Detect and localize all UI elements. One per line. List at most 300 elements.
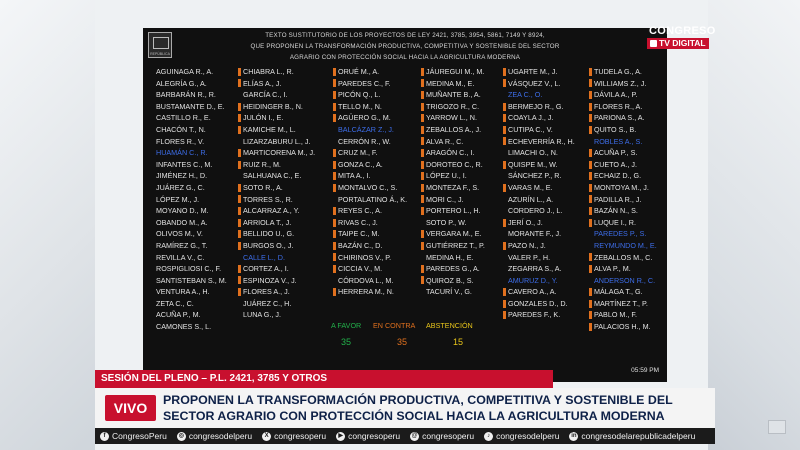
member-name: LIMACHI O., N.: [508, 148, 558, 158]
vote-marker-icon: [238, 253, 241, 261]
member-name: LUNA G., J.: [243, 310, 281, 320]
vote-marker-icon: [333, 114, 336, 122]
vote-marker-icon: [589, 265, 592, 273]
vote-row: [333, 228, 419, 240]
member-name: ANDERSON R., C.: [594, 275, 656, 285]
vote-row: [503, 263, 589, 275]
vote-row: [421, 101, 507, 113]
voting-board: [143, 28, 667, 382]
vote-row: [238, 309, 324, 321]
social-item[interactable]: [410, 431, 474, 441]
tv-square-icon: [650, 40, 657, 47]
vote-marker-icon: [238, 265, 241, 273]
vote-marker-icon: [238, 149, 241, 157]
logo-bottom-text: TV DIGITAL: [659, 38, 706, 48]
member-name: BUSTAMANTE D., E.: [156, 101, 225, 111]
member-name: ZEA C., O.: [508, 90, 543, 100]
member-name: ZETA C., C.: [156, 298, 194, 308]
vote-marker-icon: [421, 265, 424, 273]
member-name: PORTERO L., H.: [426, 206, 481, 216]
vote-marker-icon: [503, 149, 506, 157]
member-name: LÓPEZ U., I.: [426, 171, 467, 181]
vote-marker-icon: [238, 126, 241, 134]
member-name: MEDINA H., E.: [426, 252, 474, 262]
vote-row: [333, 89, 419, 101]
vote-row: [238, 194, 324, 206]
member-name: CRUZ M., F.: [338, 148, 378, 158]
member-name: GUTIÉRREZ T., P.: [426, 240, 485, 250]
vote-marker-icon: [421, 114, 424, 122]
member-name: MORANTE F., J.: [508, 229, 562, 239]
vote-marker-icon: [589, 230, 592, 238]
vote-row: [238, 170, 324, 182]
vote-row: [421, 252, 507, 264]
vote-marker-icon: [151, 195, 154, 203]
vote-row: [421, 217, 507, 229]
vote-row: [333, 78, 419, 90]
vote-row: [503, 217, 589, 229]
vote-row: [589, 147, 675, 159]
social-handle: congresodelarepublicadelperu: [581, 431, 696, 441]
vote-marker-icon: [503, 91, 506, 99]
vote-row: [238, 78, 324, 90]
youtube-icon: ▶: [336, 432, 345, 441]
member-name: TELLO M., N.: [338, 101, 382, 111]
vote-row: [333, 159, 419, 171]
vote-marker-icon: [503, 288, 506, 296]
vote-marker-icon: [421, 184, 424, 192]
member-name: VENTURA A., H.: [156, 287, 210, 297]
vote-row: [421, 286, 507, 298]
member-name: GARCÍA C., I.: [243, 90, 288, 100]
vote-row: [589, 112, 675, 124]
vote-marker-icon: [333, 126, 336, 134]
member-name: ROSPIGLIOSI C., F.: [156, 264, 222, 274]
member-name: SOTO P., W.: [426, 217, 467, 227]
vote-row: [503, 170, 589, 182]
vote-marker-icon: [589, 207, 592, 215]
vote-marker-icon: [503, 300, 506, 308]
vote-row: [238, 112, 324, 124]
channel-logo: [641, 22, 725, 52]
member-name: ZEGARRA S., A.: [508, 264, 562, 274]
vote-marker-icon: [333, 149, 336, 157]
vote-row: [151, 228, 237, 240]
member-name: INFANTES C., M.: [156, 159, 213, 169]
member-name: MONTALVO C., S.: [338, 182, 398, 192]
social-item[interactable]: [100, 431, 167, 441]
vote-marker-icon: [503, 184, 506, 192]
member-name: FLORES R., A.: [594, 101, 643, 111]
member-name: SALHUANA C., E.: [243, 171, 302, 181]
member-name: TORRES S., R.: [243, 194, 293, 204]
vote-marker-icon: [238, 68, 241, 76]
vote-row: [421, 136, 507, 148]
member-name: JIMÉNEZ H., D.: [156, 171, 208, 181]
vote-marker-icon: [238, 137, 241, 145]
board-header-line: QUE PROPONEN LA TRANSFORMACIÓN PRODUCTIVA, COMPETITIVA Y SOSTENIBLE DEL SECTOR: [250, 43, 560, 50]
member-name: MONTEZA F., S.: [426, 182, 480, 192]
member-name: CHACÓN T., N.: [156, 124, 206, 134]
member-name: ESPINOZA V., J.: [243, 275, 297, 285]
vote-row: [589, 89, 675, 101]
member-name: MARTICORENA M., J.: [243, 148, 316, 158]
vote-marker-icon: [503, 253, 506, 261]
vote-marker-icon: [238, 207, 241, 215]
vote-marker-icon: [503, 230, 506, 238]
member-name: CUETO A., J.: [594, 159, 638, 169]
vote-row: [151, 217, 237, 229]
vote-marker-icon: [421, 230, 424, 238]
vote-row: [503, 78, 589, 90]
member-name: TUDELA G., A.: [594, 67, 642, 76]
vote-row: [503, 309, 589, 321]
member-name: CAVERO A., A.: [508, 287, 557, 297]
vote-row: [503, 194, 589, 206]
vote-row: [589, 124, 675, 136]
vote-marker-icon: [151, 161, 154, 169]
social-bar: [95, 428, 715, 444]
social-handle: CongresoPeru: [112, 431, 167, 441]
vote-marker-icon: [589, 219, 592, 227]
vote-row: [589, 240, 675, 252]
member-name: ZEBALLOS A., J.: [426, 124, 482, 134]
member-name: JULÓN I., E.: [243, 113, 284, 123]
vote-row: [151, 263, 237, 275]
vote-marker-icon: [503, 219, 506, 227]
vote-marker-icon: [589, 253, 592, 261]
vote-marker-icon: [151, 103, 154, 111]
member-name: CUTIPA C., V.: [508, 124, 553, 134]
vote-row: [503, 275, 589, 287]
vote-marker-icon: [333, 172, 336, 180]
member-name: AGÜERO G., M.: [338, 113, 391, 123]
vote-marker-icon: [151, 300, 154, 308]
vote-row: [589, 182, 675, 194]
vote-row: [333, 240, 419, 252]
vote-column: [503, 66, 589, 321]
vote-marker-icon: [589, 311, 592, 319]
vote-marker-icon: [503, 172, 506, 180]
member-name: QUISPE M., W.: [508, 159, 558, 169]
vote-marker-icon: [421, 149, 424, 157]
vote-marker-icon: [421, 137, 424, 145]
vote-row: [503, 159, 589, 171]
vote-row: [151, 124, 237, 136]
vote-row: [333, 275, 419, 287]
vote-marker-icon: [421, 207, 424, 215]
watermark-icon: [768, 420, 786, 434]
member-name: JUÁREZ C., H.: [243, 298, 292, 308]
vote-row: [151, 147, 237, 159]
social-item[interactable]: [177, 431, 252, 441]
vote-marker-icon: [151, 126, 154, 134]
vote-marker-icon: [238, 114, 241, 122]
vote-marker-icon: [503, 161, 506, 169]
member-name: QUITO S., B.: [594, 124, 637, 134]
vote-column: [421, 66, 507, 298]
vote-marker-icon: [503, 79, 506, 87]
vote-marker-icon: [421, 253, 424, 261]
social-item[interactable]: [336, 431, 400, 441]
member-name: BARBARÁN R., R.: [156, 90, 216, 100]
member-name: BELLIDO U., G.: [243, 229, 295, 239]
vote-marker-icon: [421, 242, 424, 250]
social-handle: congresoperu: [348, 431, 401, 441]
vote-column: [151, 66, 237, 333]
vote-marker-icon: [151, 114, 154, 122]
member-name: PAREDES C., F.: [338, 78, 391, 88]
vote-marker-icon: [151, 137, 154, 145]
member-name: KAMICHE M., L.: [243, 124, 296, 134]
vote-row: [151, 78, 237, 90]
member-name: JERÍ O., J.: [508, 217, 543, 227]
vote-marker-icon: [589, 242, 592, 250]
vote-row: [151, 275, 237, 287]
member-name: PABLO M., F.: [594, 310, 637, 320]
vote-row: [589, 252, 675, 264]
vote-row: [333, 205, 419, 217]
vote-row: [238, 263, 324, 275]
vote-marker-icon: [421, 161, 424, 169]
vote-row: [333, 182, 419, 194]
member-name: TAIPE C., M.: [338, 229, 380, 239]
vote-row: [238, 89, 324, 101]
social-item[interactable]: [484, 431, 559, 441]
vote-marker-icon: [151, 265, 154, 273]
vote-marker-icon: [238, 79, 241, 87]
vote-row: [589, 159, 675, 171]
vote-row: [333, 263, 419, 275]
vote-marker-icon: [333, 242, 336, 250]
favor-count: 35: [341, 337, 352, 347]
vote-row: [151, 66, 237, 78]
vote-row: [503, 89, 589, 101]
member-name: LIZARZABURU L., J.: [243, 136, 311, 146]
member-name: ECHEVERRÍA R., H.: [508, 136, 575, 146]
vote-row: [238, 159, 324, 171]
member-name: HUAMÁN C., R.: [156, 148, 208, 158]
vote-row: [421, 170, 507, 182]
vote-marker-icon: [333, 184, 336, 192]
vote-row: [333, 147, 419, 159]
member-name: MOYANO D., M.: [156, 206, 209, 216]
vote-marker-icon: [333, 288, 336, 296]
member-name: QUIROZ B., S.: [426, 275, 474, 285]
vote-row: [421, 263, 507, 275]
member-name: MUÑANTE B., A.: [426, 90, 481, 100]
member-name: GONZALES D., D.: [508, 298, 568, 308]
vote-row: [421, 124, 507, 136]
vote-row: [503, 298, 589, 310]
vote-row: [238, 101, 324, 113]
vote-row: [589, 78, 675, 90]
vote-marker-icon: [238, 219, 241, 227]
member-name: CASTILLO R., E.: [156, 113, 211, 123]
member-name: ARRIOLA T., J.: [243, 217, 292, 227]
vote-marker-icon: [238, 311, 241, 319]
vote-marker-icon: [151, 219, 154, 227]
vote-row: [589, 286, 675, 298]
vote-marker-icon: [589, 149, 592, 157]
member-name: ECHAIZ D., G.: [594, 171, 642, 181]
vote-marker-icon: [151, 149, 154, 157]
member-name: VALER P., H.: [508, 252, 551, 262]
vote-marker-icon: [333, 265, 336, 273]
vote-marker-icon: [238, 91, 241, 99]
vote-row: [503, 66, 589, 78]
vote-marker-icon: [333, 253, 336, 261]
member-name: CORDERO J., L.: [508, 206, 563, 216]
vote-marker-icon: [589, 91, 592, 99]
vote-marker-icon: [238, 300, 241, 308]
member-name: PAREDES G., A.: [426, 264, 480, 274]
social-item[interactable]: [262, 431, 326, 441]
member-name: CHIRINOS V., P.: [338, 252, 392, 262]
vote-marker-icon: [589, 68, 592, 76]
member-name: MITA A., I.: [338, 171, 371, 181]
vote-row: [421, 66, 507, 78]
vote-row: [333, 217, 419, 229]
vote-row: [151, 89, 237, 101]
member-name: RAMÍREZ G., T.: [156, 240, 208, 250]
threads-icon: @: [411, 432, 418, 439]
vote-row: [589, 217, 675, 229]
vote-row: [589, 170, 675, 182]
vote-marker-icon: [589, 79, 592, 87]
member-name: ARAGÓN C., I.: [426, 148, 475, 158]
vote-row: [333, 124, 419, 136]
member-name: HERRERA M., N.: [338, 287, 394, 297]
vote-row: [421, 182, 507, 194]
vote-marker-icon: [333, 230, 336, 238]
vote-totals: [331, 321, 491, 351]
member-name: CORTEZ A., I.: [243, 264, 289, 274]
vote-marker-icon: [421, 219, 424, 227]
vote-marker-icon: [421, 91, 424, 99]
member-name: GONZA C., A.: [338, 159, 383, 169]
favor-label: A FAVOR: [331, 321, 362, 330]
member-name: JÁUREGUI M., M.: [426, 67, 485, 76]
member-name: RUIZ R., M.: [243, 159, 281, 169]
vote-marker-icon: [151, 242, 154, 250]
member-name: UGARTE M., J.: [508, 67, 558, 76]
vote-marker-icon: [333, 91, 336, 99]
member-name: TACURÍ V., G.: [426, 287, 472, 297]
linkedin-icon: in: [571, 432, 577, 439]
session-bar: SESIÓN DEL PLENO – P.L. 2421, 3785 Y OTROS: [95, 370, 553, 388]
vote-row: [238, 286, 324, 298]
vote-marker-icon: [421, 79, 424, 87]
board-header-line: TEXTO SUSTITUTORIO DE LOS PROYECTOS DE LEY 2421, 3785, 3954, 5861, 7149 Y 8924,: [265, 32, 545, 39]
vote-marker-icon: [333, 195, 336, 203]
vote-row: [151, 286, 237, 298]
vote-marker-icon: [151, 91, 154, 99]
vote-marker-icon: [503, 114, 506, 122]
vote-marker-icon: [151, 207, 154, 215]
vote-marker-icon: [589, 276, 592, 284]
social-handle: congresodelperu: [188, 431, 253, 441]
vote-marker-icon: [503, 207, 506, 215]
vote-marker-icon: [151, 68, 154, 76]
member-name: ACUÑA P., S.: [594, 148, 638, 158]
member-name: TRIGOZO R., C.: [426, 101, 480, 111]
vote-row: [333, 101, 419, 113]
member-name: PICÓN Q., L.: [338, 90, 381, 100]
member-name: FLORES R., V.: [156, 136, 205, 146]
vote-marker-icon: [238, 103, 241, 111]
member-name: AMURUZ D., Y.: [508, 275, 558, 285]
member-name: BAZÁN N., S.: [594, 206, 638, 216]
vote-row: [333, 136, 419, 148]
vote-row: [238, 147, 324, 159]
vote-marker-icon: [503, 242, 506, 250]
member-name: MÁLAGA T., G.: [594, 287, 643, 297]
vote-row: [151, 252, 237, 264]
vote-marker-icon: [503, 195, 506, 203]
vote-row: [238, 182, 324, 194]
vote-marker-icon: [421, 68, 424, 76]
vote-row: [238, 298, 324, 310]
social-handle: congresoperu: [274, 431, 327, 441]
member-name: SÁNCHEZ P., R.: [508, 171, 562, 181]
member-name: ALEGRÍA G., A.: [156, 78, 207, 88]
member-name: PAZO N., J.: [508, 240, 546, 250]
vote-row: [589, 66, 675, 78]
vote-marker-icon: [589, 103, 592, 111]
vote-row: [589, 275, 675, 287]
member-name: REYMUNDO M., E.: [594, 240, 657, 250]
vote-row: [589, 136, 675, 148]
vote-marker-icon: [589, 126, 592, 134]
vote-row: [421, 159, 507, 171]
member-name: ZEBALLOS M., C.: [594, 252, 653, 262]
crest-label: REPÚBLICA: [150, 52, 170, 56]
vote-row: [421, 194, 507, 206]
vote-row: [238, 228, 324, 240]
member-name: HEIDINGER B., N.: [243, 101, 303, 111]
vote-marker-icon: [151, 79, 154, 87]
vote-row: [589, 194, 675, 206]
member-name: VARAS M., E.: [508, 182, 553, 192]
vote-marker-icon: [333, 137, 336, 145]
vote-row: [421, 89, 507, 101]
member-name: ELÍAS A., J.: [243, 78, 282, 88]
member-name: OBANDO M., A.: [156, 217, 208, 227]
board-header-line: AGRARIO CON PROTECCIÓN SOCIAL HACIA LA AGRICULTURA MODERNA: [289, 54, 521, 61]
vote-row: [503, 136, 589, 148]
vote-marker-icon: [503, 126, 506, 134]
member-name: ROBLES A., S.: [594, 136, 643, 146]
member-name: REYES C., A.: [338, 206, 382, 216]
vote-row: [333, 170, 419, 182]
vote-marker-icon: [589, 172, 592, 180]
member-name: VERGARA M., E.: [426, 229, 482, 239]
vote-marker-icon: [333, 276, 336, 284]
member-name: AGUINAGA R., A.: [156, 67, 214, 76]
vote-marker-icon: [238, 242, 241, 250]
vote-marker-icon: [589, 300, 592, 308]
vote-row: [589, 298, 675, 310]
vote-row: [238, 124, 324, 136]
background-right: [708, 0, 800, 450]
member-name: CHIABRA L., R.: [243, 67, 294, 76]
member-name: CALLE L., D.: [243, 252, 285, 262]
vote-row: [333, 286, 419, 298]
vote-marker-icon: [503, 68, 506, 76]
member-name: BERMEJO R., G.: [508, 101, 564, 111]
social-item[interactable]: [569, 431, 695, 441]
